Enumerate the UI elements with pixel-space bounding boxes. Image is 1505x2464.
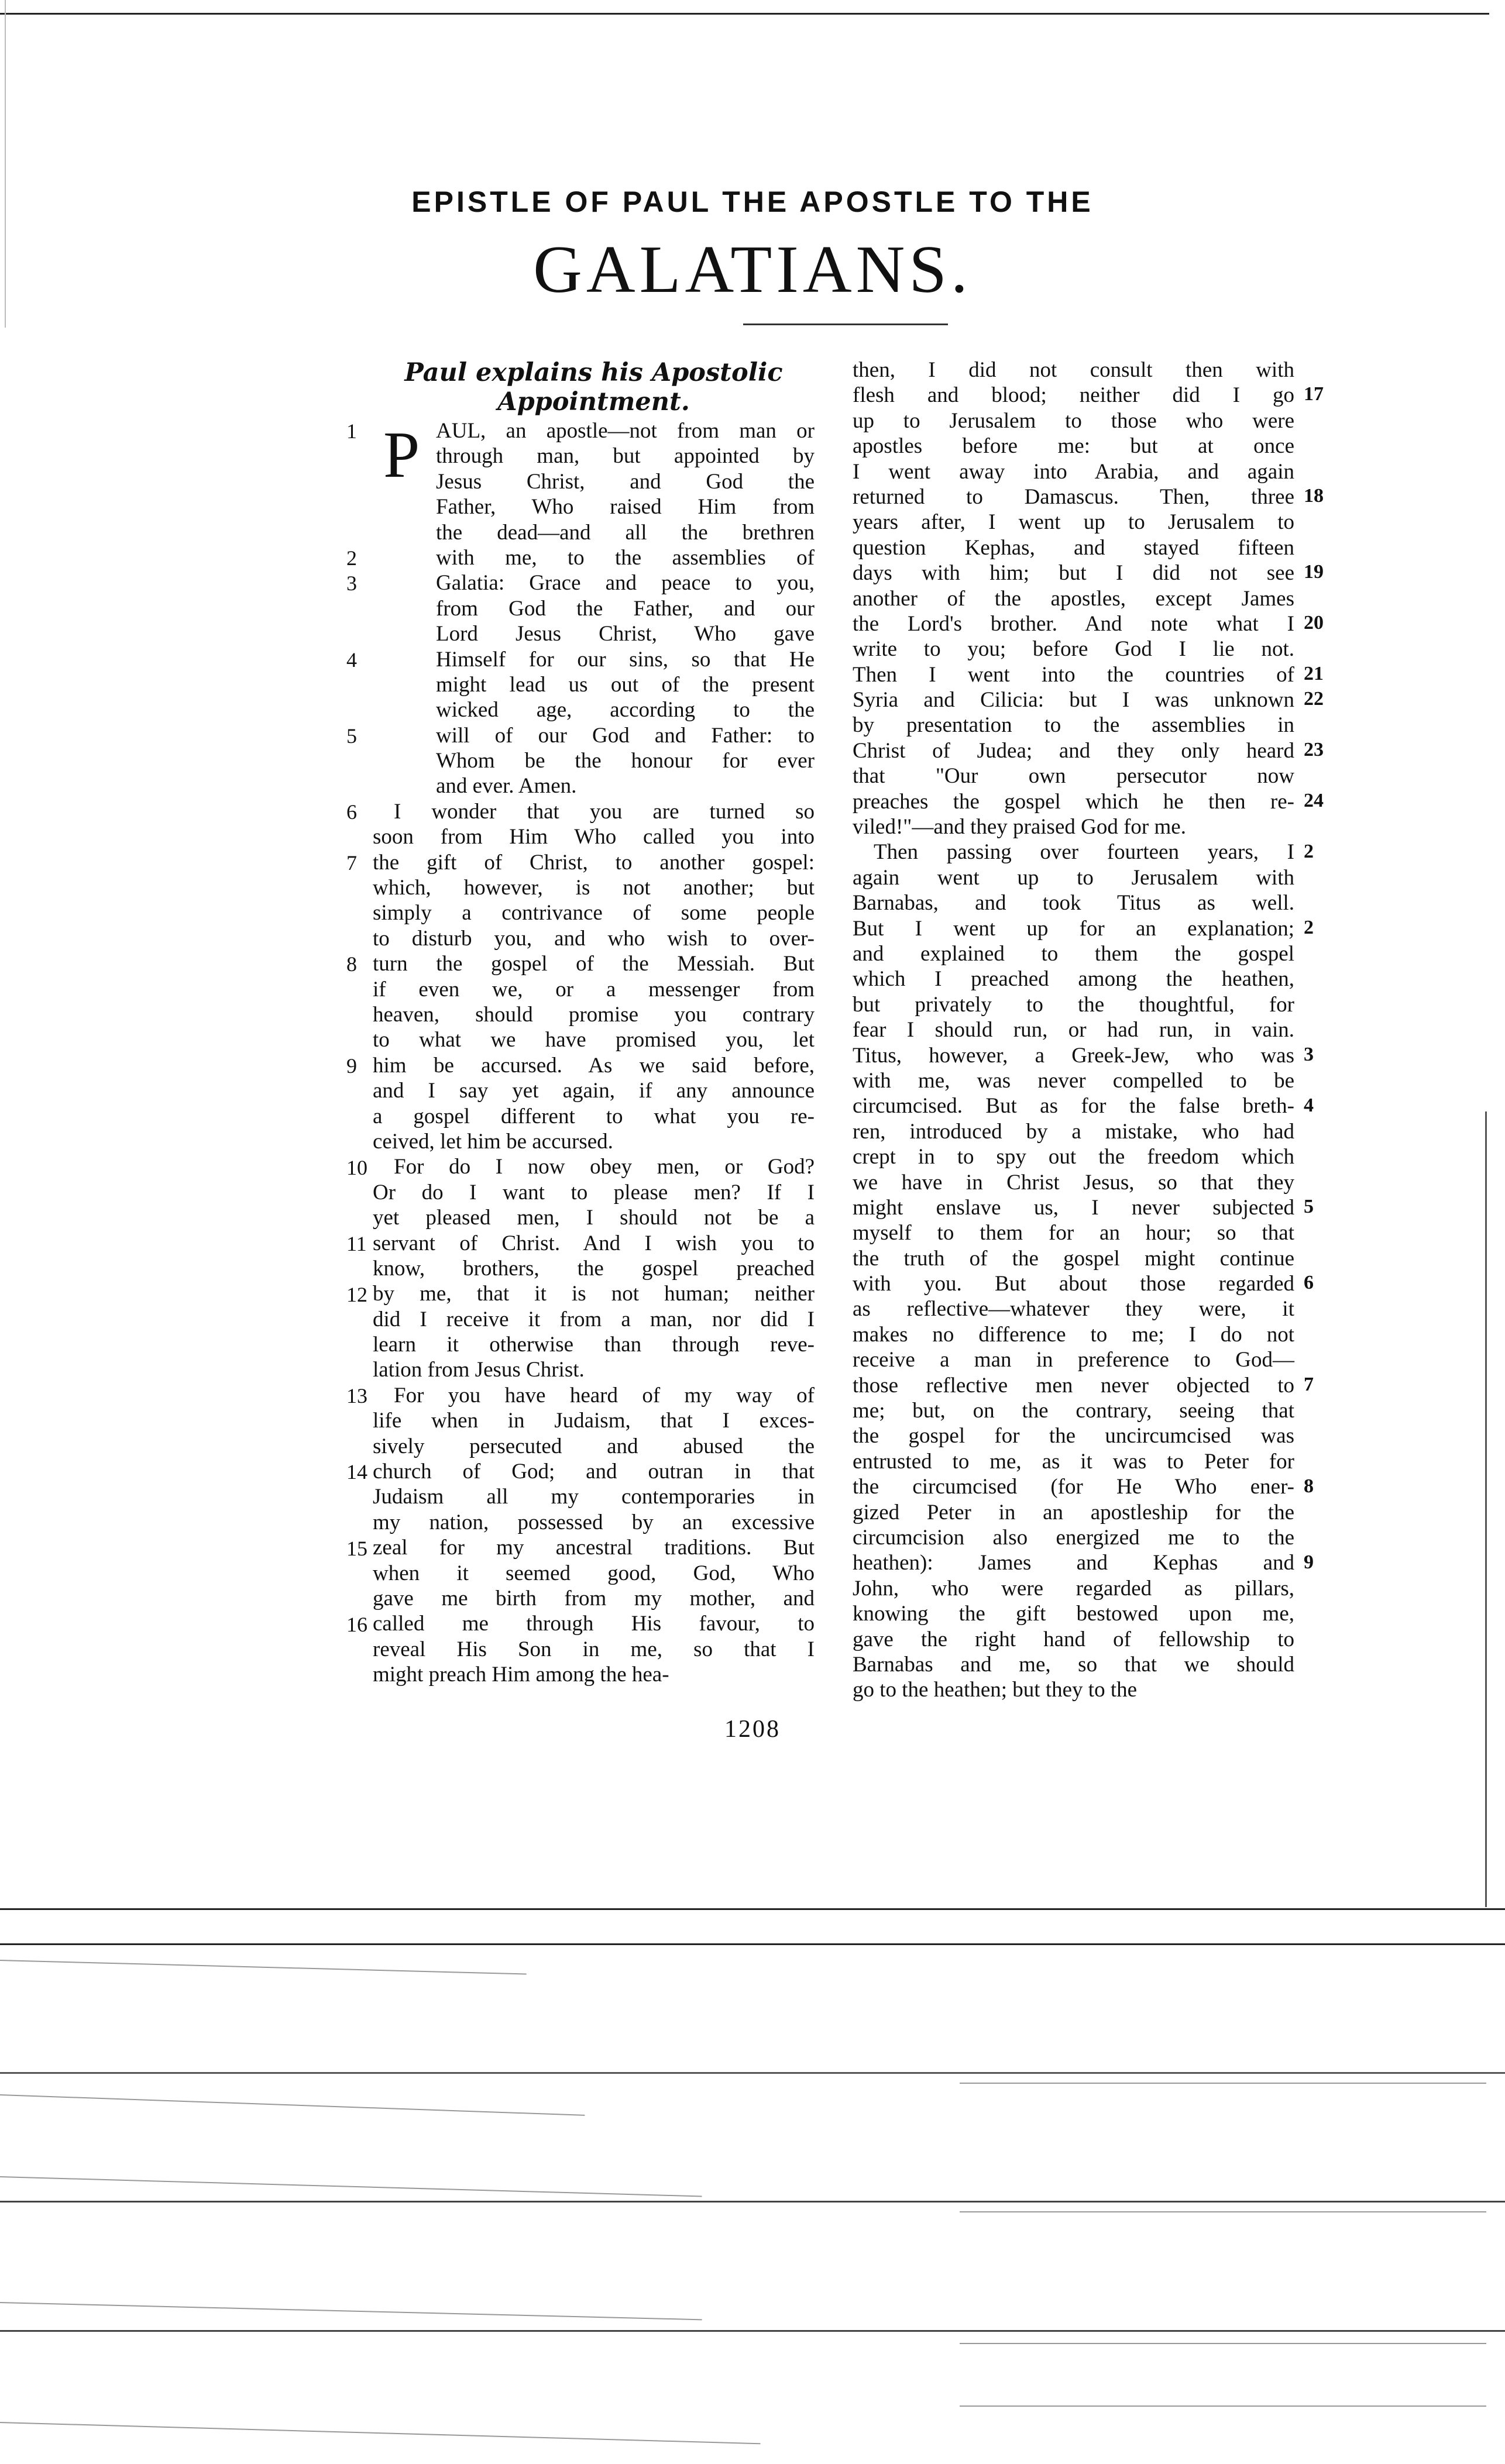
verse-number: 12 <box>346 1282 367 1306</box>
text-line: to what we have promised you, let <box>373 1028 815 1052</box>
text-line: with you. But about those regarded <box>853 1272 1294 1296</box>
text-line: up to Jerusalem to those who were <box>853 408 1294 433</box>
verse-number: 7 <box>1304 1374 1314 1395</box>
text-line: John, who were regarded as pillars, <box>853 1576 1294 1601</box>
text-line: days with him; but I did not see <box>853 561 1294 586</box>
text-line: gave me birth from my mother, and <box>373 1586 815 1610</box>
text-line: apostles before me: but at once <box>853 434 1294 459</box>
verse-number: 3 <box>1304 1043 1314 1065</box>
right-lines <box>853 358 1294 1704</box>
verse-number: 19 <box>1304 561 1324 583</box>
right-scan-edge <box>1485 1111 1487 1907</box>
title-rule <box>743 324 948 325</box>
text-line: myself to them for an hour; so that <box>853 1221 1294 1245</box>
text-line: heathen): James and Kephas and <box>853 1551 1294 1575</box>
verse-number: 18 <box>1304 485 1324 507</box>
section-subheading <box>373 358 815 417</box>
text-line: For you have heard of my way of <box>394 1383 815 1407</box>
text-line: makes no difference to me; I do not <box>853 1322 1294 1347</box>
scan-line <box>0 2072 1505 2074</box>
text-line: a gospel different to what you re- <box>373 1104 815 1128</box>
scan-streak <box>960 2211 1486 2212</box>
text-line: Judaism all my contemporaries in <box>373 1485 815 1509</box>
text-line: preaches the gospel which he then re- <box>853 789 1294 814</box>
text-line: For do I now obey men, or God? <box>394 1155 815 1179</box>
text-line: sively persecuted and abused the <box>373 1434 815 1458</box>
scan-streak <box>0 1960 527 1975</box>
text-line: learn it otherwise than through reve- <box>373 1333 815 1357</box>
right-text-column <box>853 358 1294 1704</box>
text-line: go to the heathen; but they to the <box>853 1678 1138 1702</box>
subheading-line-1: Paul explains his Apostolic <box>404 358 783 387</box>
text-line: Barnabas, and took Titus as well. <box>853 891 1294 916</box>
text-line: church of God; and outran in that <box>373 1460 815 1484</box>
scan-line <box>0 1908 1505 1910</box>
text-line: Christ of Judea; and they only heard <box>853 738 1294 763</box>
text-line: ren, introduced by a mistake, who had <box>853 1119 1294 1144</box>
scan-streak <box>0 2176 702 2197</box>
text-line: fear I should run, or had run, in vain. <box>853 1018 1294 1042</box>
text-line: from God the Father, and our <box>436 596 815 621</box>
scan-streak <box>0 2422 761 2444</box>
text-line: yet pleased men, I should not be a <box>373 1206 815 1230</box>
text-line: with me, was never compelled to be <box>853 1068 1294 1093</box>
scan-streak <box>960 2083 1486 2084</box>
text-line: receive a man in preference to God— <box>853 1348 1294 1372</box>
verse-number: 7 <box>346 851 357 875</box>
text-line: again went up to Jerusalem with <box>853 865 1294 890</box>
text-line: zeal for my ancestral traditions. But <box>373 1536 815 1560</box>
verse-number: 22 <box>1304 688 1324 710</box>
text-line: the gospel for the uncircumcised was <box>853 1424 1294 1448</box>
verse-number: 8 <box>346 952 357 976</box>
drop-cap: P <box>383 419 420 491</box>
text-line: and explained to them the gospel <box>853 941 1294 966</box>
text-line: then, I did not consult then with <box>853 358 1294 382</box>
text-line: my nation, possessed by an excessive <box>373 1510 815 1534</box>
verse-number: 9 <box>346 1054 357 1078</box>
text-line: ceived, let him be accursed. <box>373 1129 613 1154</box>
text-line: Lord Jesus Christ, Who gave <box>436 622 815 646</box>
verse-1-block <box>373 419 815 1688</box>
epistle-heading: EPISTLE OF PAUL THE APOSTLE TO THE <box>411 185 1094 218</box>
verse-number: 11 <box>346 1231 367 1255</box>
verse-number: 2 <box>1304 840 1314 862</box>
verse-number: 23 <box>1304 739 1324 760</box>
verse-number: 2 <box>1304 916 1314 938</box>
text-line: the dead—and all the brethren <box>436 520 815 545</box>
scan-streak <box>0 2302 702 2320</box>
text-line: Or do I want to please men? If I <box>373 1180 815 1205</box>
text-line: soon from Him Who called you into <box>373 825 815 849</box>
text-line: heaven, should promise you contrary <box>373 1002 815 1027</box>
verse-number: 21 <box>1304 662 1324 684</box>
text-line: knowing the gift bestowed upon me, <box>853 1602 1294 1626</box>
verse-number: 5 <box>346 724 357 748</box>
verse-number: 17 <box>1304 383 1324 405</box>
text-line: the Lord's brother. And note what I <box>853 611 1294 636</box>
verse-number: 8 <box>1304 1475 1314 1497</box>
text-line: write to you; before God I lie not. <box>853 637 1294 662</box>
verse-number: 14 <box>346 1460 367 1484</box>
text-line: Himself for our sins, so that He <box>436 647 815 672</box>
subheading-line-2: Appointment. <box>497 387 690 417</box>
scan-line <box>0 2201 1505 2203</box>
verse-number: 20 <box>1304 612 1324 634</box>
text-line: those reflective men never objected to <box>853 1373 1294 1398</box>
text-line: Then passing over fourteen years, I <box>874 840 1294 865</box>
text-line: crept in to spy out the freedom which <box>853 1145 1294 1169</box>
verse-number: 5 <box>1304 1196 1314 1218</box>
text-line: and ever. Amen. <box>436 774 577 799</box>
text-line: reveal His Son in me, so that I <box>373 1637 815 1661</box>
text-line: Galatia: Grace and peace to you, <box>436 571 815 596</box>
verse-number: 6 <box>1304 1272 1314 1294</box>
text-line: and I say yet again, if any announce <box>373 1079 815 1103</box>
text-line: know, brothers, the gospel preached <box>373 1256 815 1281</box>
text-line: gave the right hand of fellowship to <box>853 1627 1294 1651</box>
scan-line <box>0 2330 1505 2332</box>
text-line: Then I went into the countries of <box>853 662 1294 687</box>
text-line: with me, to the assemblies of <box>436 545 815 570</box>
verse-number: 9 <box>1304 1551 1314 1573</box>
verse-number: 6 <box>346 800 357 824</box>
verse-number: 15 <box>346 1536 367 1560</box>
text-line: if even we, or a messenger from <box>373 977 815 1002</box>
verse-number: 13 <box>346 1384 367 1408</box>
text-line: Jesus Christ, and God the <box>436 469 815 494</box>
text-line: lation from Jesus Christ. <box>373 1358 585 1382</box>
text-line: we have in Christ Jesus, so that they <box>853 1170 1294 1195</box>
scan-streak <box>0 2094 585 2116</box>
text-line: called me through His favour, to <box>373 1612 815 1636</box>
text-line: but privately to the thoughtful, for <box>853 992 1294 1017</box>
text-line: which I preached among the heathen, <box>853 967 1294 992</box>
verse-number: 4 <box>1304 1094 1314 1116</box>
text-line: which, however, is not another; but <box>373 876 815 900</box>
text-line: entrusted to me, as it was to Peter for <box>853 1449 1294 1474</box>
scan-streak <box>960 2343 1486 2344</box>
text-line: him be accursed. As we said before, <box>373 1053 815 1078</box>
text-line: Syria and Cilicia: but I was unknown <box>853 688 1294 713</box>
verse-number: 2 <box>346 546 357 570</box>
text-line: I went away into Arabia, and again <box>853 459 1294 484</box>
text-line: that "Our own persecutor now <box>853 764 1294 789</box>
verse-number: 10 <box>346 1155 367 1179</box>
verse-number: 3 <box>346 572 357 596</box>
text-line: as reflective—whatever they were, it <box>853 1297 1294 1322</box>
text-line: wicked age, according to the <box>436 698 815 722</box>
text-line: AUL, an apostle—not from man or <box>436 419 815 443</box>
text-line: me; but, on the contrary, seeing that <box>853 1399 1294 1423</box>
text-line: question Kephas, and stayed fifteen <box>853 535 1294 560</box>
text-line: the circumcised (for He Who ener- <box>853 1475 1294 1499</box>
text-line: flesh and blood; neither did I go <box>853 383 1294 408</box>
text-line: Barnabas and me, so that we should <box>853 1652 1294 1677</box>
text-line: Whom be the honour for ever <box>436 749 815 773</box>
text-line: will of our God and Father: to <box>436 723 815 748</box>
scan-line <box>0 1943 1505 1945</box>
text-line: turn the gospel of the Messiah. But <box>373 952 815 976</box>
text-line: by presentation to the assemblies in <box>853 713 1294 738</box>
verse-number: 4 <box>346 648 357 672</box>
text-line: might enslave us, I never subjected <box>853 1195 1294 1220</box>
book-title: GALATIANS. <box>533 232 972 307</box>
text-line: by me, that it is not human; neither <box>373 1282 815 1306</box>
text-line: simply a contrivance of some people <box>373 901 815 925</box>
text-line: when it seemed good, God, Who <box>373 1561 815 1585</box>
left-text-column <box>373 358 815 1688</box>
text-line: life when in Judaism, that I exces- <box>373 1409 815 1433</box>
text-line: circumcision also energized me to the <box>853 1525 1294 1550</box>
text-line: did I receive it from a man, nor did I <box>373 1307 815 1331</box>
scan-streak <box>960 2406 1486 2407</box>
text-line: the gift of Christ, to another gospel: <box>373 850 815 875</box>
page-number: 1208 <box>724 1716 781 1743</box>
verse-number: 16 <box>346 1612 367 1636</box>
text-line: to disturb you, and who wish to over- <box>373 926 815 951</box>
text-line: I wonder that you are turned so <box>394 799 815 824</box>
text-line: years after, I went up to Jerusalem to <box>853 510 1294 535</box>
text-line: servant of Christ. And I wish you to <box>373 1231 815 1255</box>
left-lines <box>373 419 815 1688</box>
top-border-line <box>0 13 1489 15</box>
text-line: through man, but appointed by <box>436 444 815 469</box>
text-line: Titus, however, a Greek-Jew, who was <box>853 1043 1294 1068</box>
text-line: circumcised. But as for the false breth- <box>853 1094 1294 1119</box>
text-line: the truth of the gospel might continue <box>853 1246 1294 1271</box>
text-line: another of the apostles, except James <box>853 586 1294 611</box>
text-line: might lead us out of the present <box>436 672 815 697</box>
text-line: viled!"—and they praised God for me. <box>853 815 1186 839</box>
text-line: returned to Damascus. Then, three <box>853 484 1294 509</box>
text-line: gized Peter in an apostleship for the <box>853 1500 1294 1524</box>
text-line: But I went up for an explanation; <box>853 916 1294 941</box>
text-line: Father, Who raised Him from <box>436 495 815 519</box>
verse-number: 1 <box>346 419 357 443</box>
text-line: might preach Him among the hea- <box>373 1663 669 1687</box>
verse-number: 24 <box>1304 789 1324 811</box>
